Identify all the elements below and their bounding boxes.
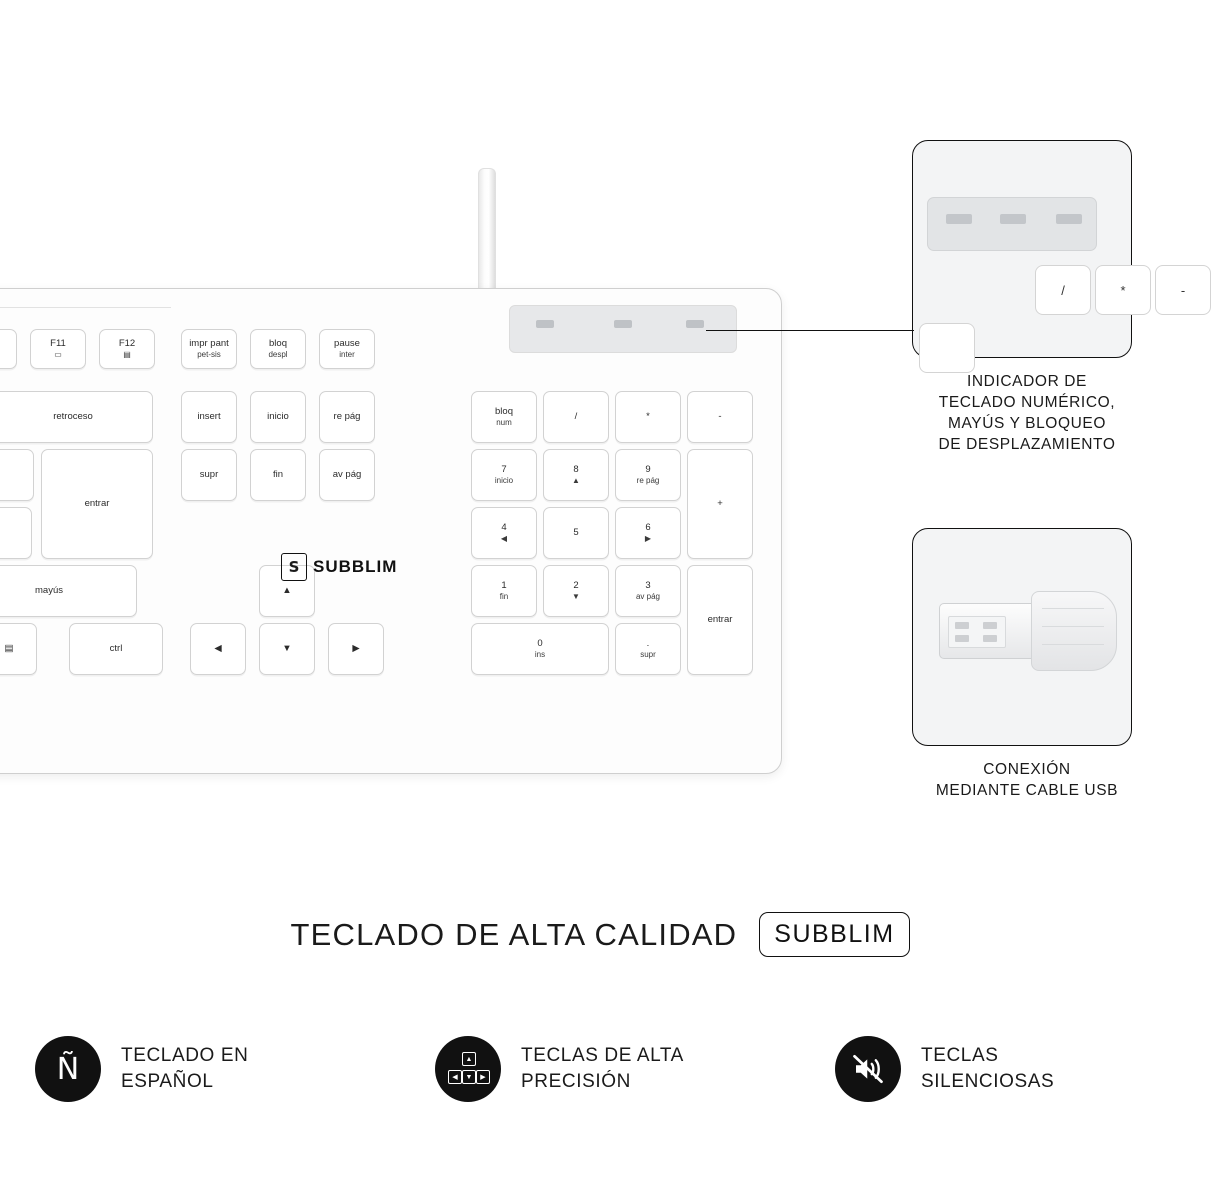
key-f10[interactable] [0, 329, 17, 369]
key-sublabel: fin [499, 591, 509, 601]
headline-row [0, 912, 1200, 957]
usb-connector-inner [948, 616, 1006, 648]
key-insert[interactable] [181, 391, 237, 443]
brand-mark-icon: S [281, 553, 307, 581]
key-label: 9 [645, 463, 651, 475]
zoom-key-label: - [1180, 282, 1186, 298]
caps-lock-led [614, 320, 632, 328]
enye-icon [35, 1036, 101, 1102]
feature-silent-keys [835, 1036, 1165, 1102]
key-numpad-minus[interactable] [687, 391, 753, 443]
key-sublabel: ▼ [572, 591, 580, 601]
key-num-lock[interactable] [471, 391, 537, 443]
key-right-ctrl[interactable] [69, 623, 163, 675]
feature-label [921, 1043, 1054, 1094]
caption-line: TECLADO NUMÉRICO, [938, 393, 1116, 411]
zoom-scroll-lock-led [1056, 214, 1082, 224]
key-label: 3 [645, 579, 651, 591]
mute-speaker-icon [835, 1036, 901, 1102]
key-sublabel: supr [640, 649, 656, 659]
scroll-lock-led [686, 320, 704, 328]
key-arrow-left[interactable] [190, 623, 246, 675]
usb-pin [955, 635, 969, 642]
key-numpad-7[interactable] [471, 449, 537, 501]
usb-pin [983, 635, 997, 642]
key-label: 4 [501, 521, 507, 533]
key-numpad-1[interactable] [471, 565, 537, 617]
key-label: + [717, 497, 723, 509]
key-delete[interactable] [181, 449, 237, 501]
zoom-key-extra [919, 323, 975, 373]
key-label: ▲ [282, 584, 292, 596]
arrow-keys-glyph [448, 1052, 488, 1086]
brand-badge: SUBBLIM [759, 912, 909, 957]
usb-ridge [1042, 644, 1104, 645]
key-cedilla[interactable] [0, 507, 32, 559]
key-numpad-3[interactable] [615, 565, 681, 617]
feature-label [521, 1043, 684, 1094]
key-label: F12 [118, 337, 136, 349]
callout-usb-caption [912, 760, 1142, 802]
key-asterisk-plus[interactable] [0, 449, 34, 501]
key-label: 5 [573, 526, 579, 538]
usb-ridge [1042, 608, 1104, 609]
key-label: * [646, 410, 650, 422]
key-sublabel: despl [268, 349, 288, 359]
key-label: 7 [501, 463, 507, 475]
key-sublabel: ▲ [572, 475, 580, 485]
key-label: bloq [495, 405, 513, 417]
feature-label-line: TECLAS [921, 1045, 999, 1067]
feature-label-line: TECLADO EN [121, 1045, 249, 1067]
key-numpad-8[interactable] [543, 449, 609, 501]
key-numpad-plus[interactable] [687, 449, 753, 559]
key-label: 8 [573, 463, 579, 475]
key-label: entrar [707, 613, 733, 625]
key-page-down[interactable] [319, 449, 375, 501]
callout-indicators [912, 140, 1186, 456]
key-label: retroceso [53, 410, 93, 422]
key-f12[interactable] [99, 329, 155, 369]
key-label: - [718, 410, 722, 422]
usb-cable-sheath [1031, 591, 1117, 671]
zoom-key-label: * [1120, 282, 1126, 298]
key-menu[interactable] [0, 623, 37, 675]
brand-wordmark: SUBBLIM [313, 557, 398, 576]
feature-label-line: ESPAÑOL [121, 1071, 214, 1092]
num-lock-led [536, 320, 554, 328]
callout-indicators-image [912, 140, 1186, 358]
usb-pin [983, 622, 997, 629]
key-label: impr pant [189, 337, 229, 349]
key-label: inicio [267, 410, 289, 422]
key-label: supr [199, 468, 219, 480]
key-sublabel: num [496, 417, 512, 427]
key-numpad-enter[interactable] [687, 565, 753, 675]
zoom-key-multiply [1095, 265, 1151, 315]
key-sublabel: ▶ [644, 533, 652, 543]
key-label: pause [334, 337, 360, 349]
caption-line: CONEXIÓN [983, 761, 1071, 778]
zoom-key-label: / [1061, 282, 1065, 298]
keyboard-top-groove [0, 297, 171, 308]
callout-usb-image [912, 528, 1132, 746]
usb-pin [955, 622, 969, 629]
key-numpad-0[interactable] [471, 623, 609, 675]
arrow-right-key-icon: ▶ [476, 1070, 490, 1084]
feature-label [121, 1043, 248, 1094]
key-sublabel: ▤ [123, 349, 131, 359]
arrow-up-key-icon: ▲ [462, 1052, 476, 1066]
leader-line-indicators-drop [912, 248, 913, 332]
key-scroll-lock[interactable] [250, 329, 306, 369]
key-home[interactable] [250, 391, 306, 443]
key-end[interactable] [250, 449, 306, 501]
key-pause[interactable] [319, 329, 375, 369]
feature-precision-keys [435, 1036, 765, 1102]
key-label: F11 [50, 337, 66, 349]
keyboard-product-photo [0, 0, 820, 830]
key-label: insert [197, 410, 221, 422]
key-f11[interactable] [30, 329, 86, 369]
zoom-num-lock-led [946, 214, 972, 224]
key-label: 1 [501, 579, 507, 591]
key-sublabel: av pág [635, 591, 661, 601]
zoom-key-minus [1155, 265, 1211, 315]
key-label: mayús [35, 584, 63, 596]
usb-connector [939, 603, 1037, 659]
key-label: . [646, 637, 650, 649]
callout-indicators-caption [912, 372, 1142, 456]
key-label: 2 [573, 579, 579, 591]
keyboard-cable [478, 168, 496, 299]
key-label: 6 [645, 521, 651, 533]
key-arrow-down[interactable] [259, 623, 315, 675]
page-title: TECLADO DE ALTA CALIDAD [290, 916, 738, 952]
arrow-left-key-icon: ◀ [448, 1070, 462, 1084]
key-sublabel: inter [339, 349, 355, 359]
caption-line: INDICADOR DE [966, 373, 1087, 390]
key-numpad-6[interactable] [615, 507, 681, 559]
key-sublabel: ins [534, 649, 546, 659]
status-indicator-panel [509, 305, 737, 353]
key-enter[interactable] [41, 449, 153, 559]
key-sublabel: ◀ [500, 533, 508, 543]
zoom-key-divide [1035, 265, 1091, 315]
key-label: ctrl [109, 642, 123, 654]
arrow-down-key-icon: ▼ [462, 1070, 476, 1084]
feature-label-line: TECLAS DE ALTA [521, 1045, 684, 1067]
keyboard-brand-logo [281, 551, 431, 583]
mute-speaker-glyph [850, 1051, 886, 1087]
key-sublabel: pet-sis [197, 349, 221, 359]
key-numpad-2[interactable] [543, 565, 609, 617]
key-sublabel: inicio [494, 475, 514, 485]
feature-label-line: PRECISIÓN [521, 1071, 631, 1092]
key-label: ▼ [282, 642, 292, 654]
zoom-indicator-panel [927, 197, 1097, 251]
key-right-shift[interactable] [0, 565, 137, 617]
arrow-keys-icon [435, 1036, 501, 1102]
key-label: ◀ [214, 642, 222, 654]
caption-line: DE DESPLAZAMIENTO [938, 435, 1116, 453]
key-sublabel: re pág [636, 475, 660, 485]
leader-line-indicators [706, 330, 914, 331]
key-numpad-multiply[interactable] [615, 391, 681, 443]
keyboard-body [0, 288, 782, 774]
feature-label-line: SILENCIOSAS [921, 1071, 1055, 1092]
key-backspace[interactable] [0, 391, 153, 443]
key-numpad-decimal[interactable] [615, 623, 681, 675]
key-label: entrar [84, 497, 110, 509]
key-label: ▤ [4, 642, 14, 654]
key-label: 0 [537, 637, 543, 649]
feature-row [0, 1036, 1200, 1102]
key-label: bloq [269, 337, 287, 349]
key-label: av pág [332, 468, 362, 480]
zoom-caps-lock-led [1000, 214, 1026, 224]
key-page-up[interactable] [319, 391, 375, 443]
key-numpad-5[interactable] [543, 507, 609, 559]
key-numpad-divide[interactable] [543, 391, 609, 443]
key-print-screen[interactable] [181, 329, 237, 369]
usb-ridge [1042, 626, 1104, 627]
key-numpad-4[interactable] [471, 507, 537, 559]
key-label: ▶ [352, 642, 360, 654]
enye-glyph: Ñ [56, 1051, 80, 1087]
key-numpad-9[interactable] [615, 449, 681, 501]
feature-spanish-layout [35, 1036, 365, 1102]
key-sublabel: ▭ [54, 349, 62, 359]
key-label: fin [272, 468, 284, 480]
caption-line: MEDIANTE CABLE USB [935, 781, 1119, 799]
key-label: / [574, 410, 578, 422]
caption-line: MAYÚS Y BLOQUEO [947, 414, 1107, 432]
callout-usb [912, 528, 1142, 802]
key-arrow-right[interactable] [328, 623, 384, 675]
key-label: re pág [333, 410, 361, 422]
